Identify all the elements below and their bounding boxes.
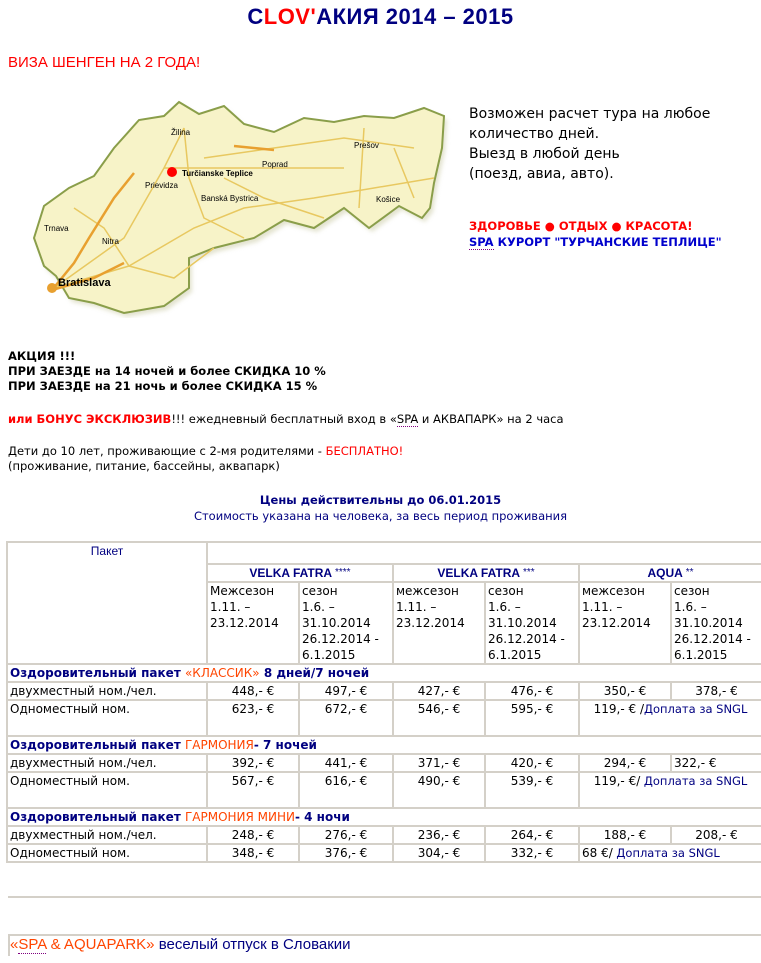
price-cell: 188,- € bbox=[579, 826, 671, 844]
price-cell: 448,- € bbox=[207, 682, 299, 700]
room-label: Одноместный ном. bbox=[7, 772, 207, 808]
city-nitra: Nitra bbox=[102, 237, 119, 246]
surcharge-note: Доплата за SNGL bbox=[612, 846, 720, 860]
season-cell: сезон 1.6. – 31.10.2014 26.12.2014 - 6.1.2015 bbox=[485, 582, 579, 664]
bonus-text-a: !!! ежедневный бесплатный вход в « bbox=[171, 412, 397, 426]
promo-title: АКЦИЯ !!! bbox=[8, 349, 76, 363]
footer-banner bbox=[8, 934, 761, 956]
price-cell: 539,- € bbox=[485, 772, 579, 808]
package-title-row bbox=[7, 736, 761, 754]
spa-abbr: SPA bbox=[18, 936, 47, 953]
price-cell: 490,- € bbox=[393, 772, 485, 808]
footer-text: веселый отпуск в Словакии bbox=[154, 936, 351, 953]
section-divider bbox=[8, 896, 761, 898]
room-label: двухместный ном./чел. bbox=[7, 682, 207, 700]
table-row bbox=[7, 772, 761, 808]
package-name: ГАРМОНИЯ МИНИ bbox=[184, 810, 295, 824]
price-cell: 348,- € bbox=[207, 844, 299, 862]
price-cell: 322,- € bbox=[671, 754, 761, 772]
hotel-aqua bbox=[579, 564, 761, 582]
city-prievidza: Prievidza bbox=[145, 181, 178, 190]
price-cell: 236,- € bbox=[393, 826, 485, 844]
kids-block bbox=[8, 444, 403, 474]
kids-text: Дети до 10 лет, проживающие с 2-мя родителями - bbox=[8, 444, 326, 458]
hotel-name: VELKA FATRA bbox=[437, 566, 523, 580]
info-line: (поезд, авиа, авто). bbox=[469, 166, 614, 182]
package-title: Оздоровительный пакет «КЛАССИК» 8 дней/7 ночей bbox=[7, 664, 761, 682]
kids-note: (проживание, питание, бассейны, аквапарк) bbox=[8, 459, 280, 473]
footer-open: « bbox=[10, 936, 19, 953]
surcharge-note: Доплата за SNGL bbox=[640, 774, 748, 788]
promo-line-2: ПРИ ЗАЕЗДЕ на 21 ночь и более СКИДКА 15 % bbox=[8, 379, 318, 393]
hotel-name: VELKA FATRA bbox=[249, 566, 335, 580]
price-cell: 376,- € bbox=[299, 844, 393, 862]
city-zilina: Žilina bbox=[171, 128, 191, 137]
price-cell: 371,- € bbox=[393, 754, 485, 772]
table-row bbox=[7, 754, 761, 772]
validity-block bbox=[0, 492, 761, 524]
price-cell: 672,- € bbox=[299, 700, 393, 736]
page-title bbox=[0, 4, 761, 30]
price-cell: 304,- € bbox=[393, 844, 485, 862]
hotel-stars: ** bbox=[685, 567, 694, 578]
tour-info bbox=[469, 104, 759, 184]
hotel-stars: **** bbox=[334, 567, 351, 578]
surcharge-note: Доплата за SNGL bbox=[643, 702, 748, 716]
price-cell: 294,- € bbox=[579, 754, 671, 772]
price-cell: 427,- € bbox=[393, 682, 485, 700]
room-label: Одноместный ном. bbox=[7, 844, 207, 862]
single-surcharge-cell: 119,- €/ Доплата за SNGL bbox=[579, 772, 761, 808]
slovakia-map bbox=[14, 88, 464, 318]
slogan-resort bbox=[469, 234, 759, 250]
price-table bbox=[6, 541, 761, 863]
promo-block bbox=[8, 349, 326, 394]
season-cell: Межсезон 1.11. – 23.12.2014 bbox=[207, 582, 299, 664]
price-cell: 264,- € bbox=[485, 826, 579, 844]
price-cell: 208,- € bbox=[671, 826, 761, 844]
price-cell: 546,- € bbox=[393, 700, 485, 736]
paket-header: Пакет bbox=[7, 542, 207, 664]
hotel-velka-fatra-4 bbox=[207, 564, 393, 582]
resort-name: КУРОРТ "ТУРЧАНСКИЕ ТЕПЛИЦЕ" bbox=[493, 235, 722, 249]
season-cell: сезон 1.6. – 31.10.2014 26.12.2014 - 6.1.2015 bbox=[671, 582, 761, 664]
title-red: LOV' bbox=[263, 4, 317, 29]
price-cell: 276,- € bbox=[299, 826, 393, 844]
package-title-row bbox=[7, 808, 761, 826]
package-title: Оздоровительный пакет ГАРМОНИЯ МИНИ- 4 ночи bbox=[7, 808, 761, 826]
info-line: Выезд в любой день bbox=[469, 146, 620, 162]
hotel-name: AQUA bbox=[647, 566, 686, 580]
city-banska-bystrica: Banská Bystrica bbox=[201, 194, 259, 203]
price-cell: 567,- € bbox=[207, 772, 299, 808]
title-suffix: АКИЯ 2014 – 2015 bbox=[316, 4, 514, 29]
package-title-row bbox=[7, 664, 761, 682]
city-kosice: Košice bbox=[376, 195, 401, 204]
city-poprad: Poprad bbox=[262, 160, 288, 169]
package-name: ГАРМОНИЯ bbox=[184, 738, 254, 752]
price-cell: 595,- € bbox=[485, 700, 579, 736]
info-line: количество дней. bbox=[469, 126, 600, 142]
single-surcharge-cell: 119,- € /Доплата за SNGL bbox=[579, 700, 761, 736]
package-title: Оздоровительный пакет ГАРМОНИЯ- 7 ночей bbox=[7, 736, 761, 754]
season-cell: сезон 1.6. – 31.10.2014 26.12.2014 - 6.1.2015 bbox=[299, 582, 393, 664]
room-label: двухместный ном./чел. bbox=[7, 826, 207, 844]
validity-subtitle: Стоимость указана на человека, за весь период проживания bbox=[193, 509, 568, 523]
spa-abbr: SPA bbox=[396, 412, 419, 426]
room-label: Одноместный ном. bbox=[7, 700, 207, 736]
price-cell: 420,- € bbox=[485, 754, 579, 772]
price-cell: 476,- € bbox=[485, 682, 579, 700]
city-presov: Prešov bbox=[354, 141, 379, 150]
price-cell: 392,- € bbox=[207, 754, 299, 772]
bratislava-dot bbox=[47, 283, 57, 293]
price-cell: 623,- € bbox=[207, 700, 299, 736]
hotel-stars: *** bbox=[522, 567, 535, 578]
slogan bbox=[469, 218, 759, 250]
table-row bbox=[7, 826, 761, 844]
kids-line bbox=[8, 444, 403, 459]
price-cell: 248,- € bbox=[207, 826, 299, 844]
single-surcharge-cell: 68 €/ Доплата за SNGL bbox=[579, 844, 761, 862]
title-prefix: C bbox=[247, 4, 264, 29]
city-turcianske-teplice: Turčianske Teplice bbox=[182, 169, 253, 178]
spa-abbr: SPA bbox=[469, 235, 494, 249]
footer-brand: & AQUAPARK» bbox=[46, 936, 155, 953]
info-line: Возможен расчет тура на любое bbox=[469, 106, 711, 122]
visa-banner: ВИЗА ШЕНГЕН НА 2 ГОДА! bbox=[8, 54, 201, 71]
price-cell: 441,- € bbox=[299, 754, 393, 772]
price-cell: 497,- € bbox=[299, 682, 393, 700]
price-cell: 616,- € bbox=[299, 772, 393, 808]
package-name: «КЛАССИК» bbox=[184, 666, 260, 680]
table-header-row bbox=[7, 542, 761, 564]
city-trnava: Trnava bbox=[44, 224, 69, 233]
bonus-line bbox=[8, 412, 564, 427]
promo-line-1: ПРИ ЗАЕЗДЕ на 14 ночей и более СКИДКА 10 % bbox=[8, 364, 326, 378]
table-row bbox=[7, 700, 761, 736]
room-label: двухместный ном./чел. bbox=[7, 754, 207, 772]
table-row bbox=[7, 682, 761, 700]
hotel-velka-fatra-3 bbox=[393, 564, 579, 582]
table-row bbox=[7, 844, 761, 862]
header-blank bbox=[207, 542, 761, 564]
validity-title: Цены действительны до 06.01.2015 bbox=[259, 493, 502, 507]
price-cell: 378,- € bbox=[671, 682, 761, 700]
price-cell: 350,- € bbox=[579, 682, 671, 700]
city-bratislava: Bratislava bbox=[58, 277, 111, 289]
slogan-health: ЗДОРОВЬЕ ● ОТДЫХ ● КРАСОТА! bbox=[469, 219, 693, 233]
price-cell: 332,- € bbox=[485, 844, 579, 862]
bonus-red: или БОНУС ЭКСКЛЮЗИВ bbox=[8, 412, 172, 426]
kids-free: БЕСПЛАТНО! bbox=[325, 444, 404, 458]
bonus-text-b: и АКВАПАРК» на 2 часа bbox=[418, 412, 564, 426]
turcianske-teplice-marker bbox=[167, 167, 177, 177]
season-cell: межсезон 1.11. – 23.12.2014 bbox=[393, 582, 485, 664]
season-cell: межсезон 1.11. – 23.12.2014 bbox=[579, 582, 671, 664]
